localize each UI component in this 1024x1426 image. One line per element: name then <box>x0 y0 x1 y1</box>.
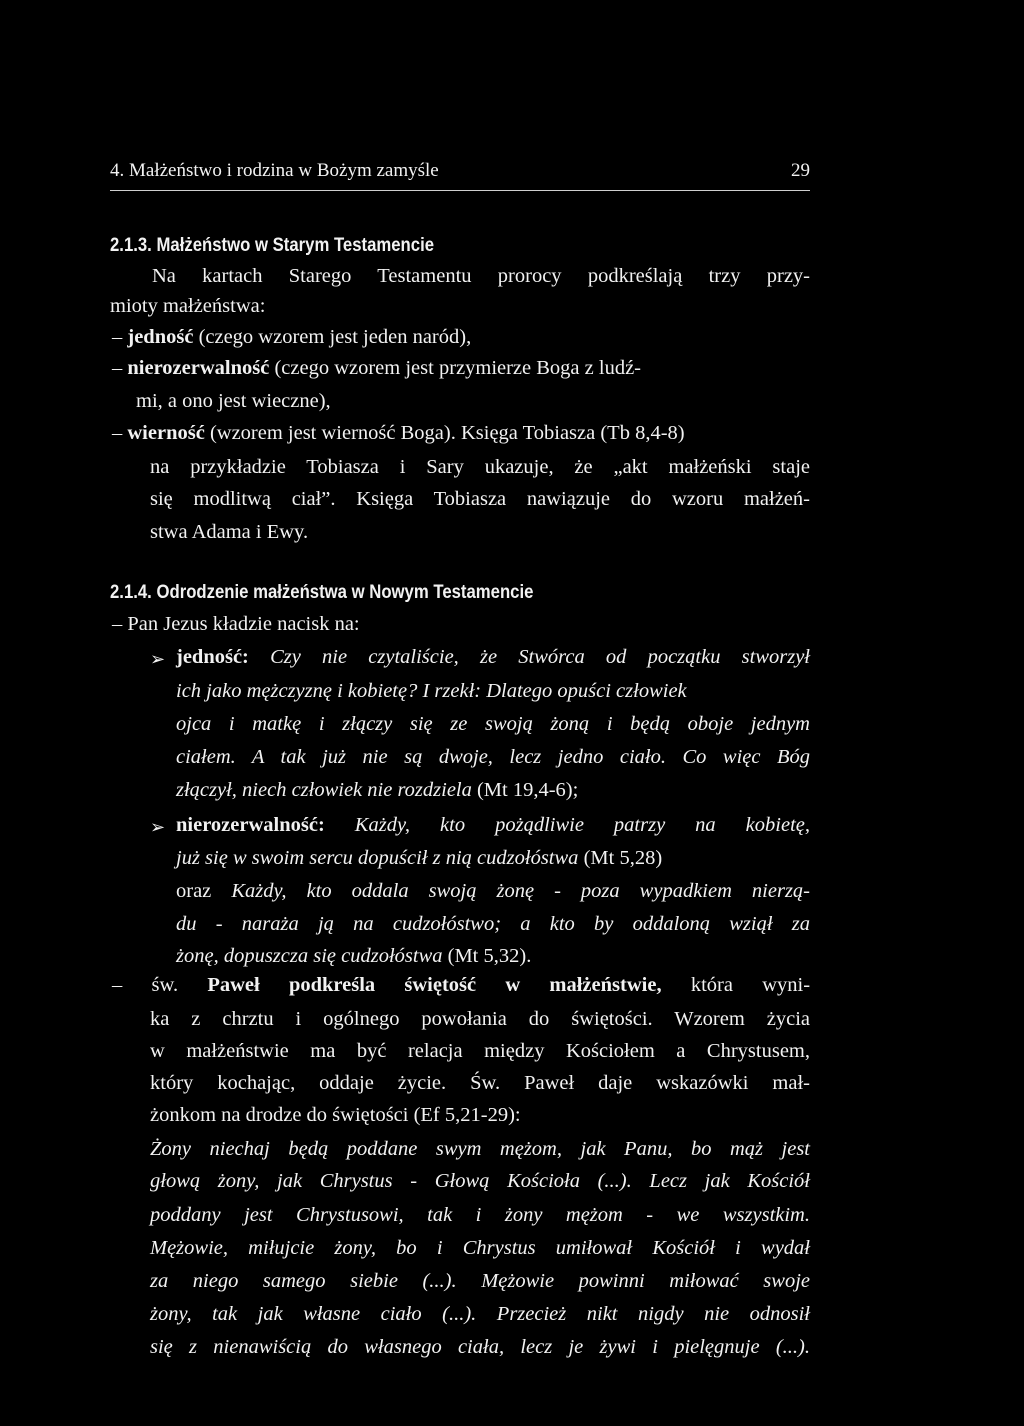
bullet-line: żonę, dopuszcza się cudzołóstwa (Mt 5,32). <box>176 945 532 967</box>
section-heading-2-1-4: 2.1.4. Odrodzenie małżeństwa w Nowym Testamencie <box>110 582 534 603</box>
list-item-continuation: stwa Adama i Ewy. <box>150 521 309 543</box>
paragraph-line: żonkom na drodze do świętości (Ef 5,21-29): <box>150 1104 521 1126</box>
chapter-title: 4. Małżeństwo i rodzina w Bożym zamyśle <box>110 160 439 181</box>
list-item: – św. Paweł podkreśla świętość w małżeństwie, która wyni- <box>112 974 811 996</box>
bullet-line: ciałem. A tak już nie są dwoje, lecz jedno ciało. Co więc Bóg <box>176 746 810 768</box>
list-item: – wierność (wzorem jest wierność Boga). Księga Tobiasza (Tb 8,4-8) <box>112 422 685 444</box>
header-rule <box>110 190 810 191</box>
bullet-line: jedność: Czy nie czytaliście, że Stwórca od początku stworzył <box>176 646 810 668</box>
paragraph-line: w małżeństwie ma być relacja między Kościołem a Chrystusem, <box>150 1040 810 1062</box>
bullet-line: du - naraża ją na cudzołóstwo; a kto by oddaloną wziął za <box>176 913 810 935</box>
quote-line: głową żony, jak Chrystus - Głową Kościoła (...). Lecz jak Kościół <box>150 1170 810 1192</box>
bullet-line: złączył, niech człowiek nie rozdziela (Mt 19,4-6); <box>176 779 579 801</box>
page-number: 29 <box>791 160 810 181</box>
list-item-continuation: na przykładzie Tobiasza i Sary ukazuje, że „akt małżeński staje <box>150 456 810 478</box>
paragraph-line: który kochając, oddaje życie. Św. Paweł daje wskazówki mał- <box>150 1072 810 1094</box>
arrow-bullet-icon: ➢ <box>150 649 166 670</box>
list-item: – nierozerwalność (czego wzorem jest przymierze Boga z ludź- <box>112 357 642 379</box>
bullet-line: ojca i matkę i złączy się ze swoją żoną i będą oboje jednym <box>176 713 810 735</box>
running-header <box>110 160 810 182</box>
quote-line: żony, tak jak własne ciało (...). Przecież nikt nigdy nie odnosił <box>150 1303 810 1325</box>
paragraph-line: mioty małżeństwa: <box>110 295 266 317</box>
bullet-line: już się w swoim sercu dopuścił z nią cudzołóstwa (Mt 5,28) <box>176 847 663 869</box>
list-item: – jedność (czego wzorem jest jeden naród), <box>112 326 472 348</box>
bullet-line: ich jako mężczyznę i kobietę? I rzekł: Dlatego opuści człowiek <box>176 680 687 702</box>
section-heading-2-1-3: 2.1.3. Małżeństwo w Starym Testamencie <box>110 235 435 256</box>
list-item: – Pan Jezus kładzie nacisk na: <box>112 613 360 635</box>
quote-line: się z nienawiścią do własnego ciała, lecz je żywi i pielęgnuje (...). <box>150 1336 810 1358</box>
list-item-continuation: się modlitwą ciał”. Księga Tobiasza nawiązuje do wzoru małżeń- <box>150 488 810 510</box>
quote-line: za niego samego siebie (...). Mężowie powinni miłować swoje <box>150 1270 810 1292</box>
bullet-line: oraz Każdy, kto oddala swoją żonę - poza wypadkiem nierzą- <box>176 880 811 902</box>
paragraph-line: ka z chrztu i ogólnego powołania do świętości. Wzorem życia <box>150 1008 810 1030</box>
paragraph-line: Na kartach Starego Testamentu prorocy podkreślają trzy przy- <box>152 265 810 287</box>
list-item-continuation: mi, a ono jest wieczne), <box>136 390 331 412</box>
quote-line: Żony niechaj będą poddane swym mężom, jak Panu, bo mąż jest <box>150 1138 810 1160</box>
arrow-bullet-icon: ➢ <box>150 817 166 838</box>
quote-line: Mężowie, miłujcie żony, bo i Chrystus umiłował Kościół i wydał <box>150 1237 810 1259</box>
quote-line: poddany jest Chrystusowi, tak i żony mężom - we wszystkim. <box>150 1204 810 1226</box>
bullet-line: nierozerwalność: Każdy, kto pożądliwie patrzy na kobietę, <box>176 814 810 836</box>
